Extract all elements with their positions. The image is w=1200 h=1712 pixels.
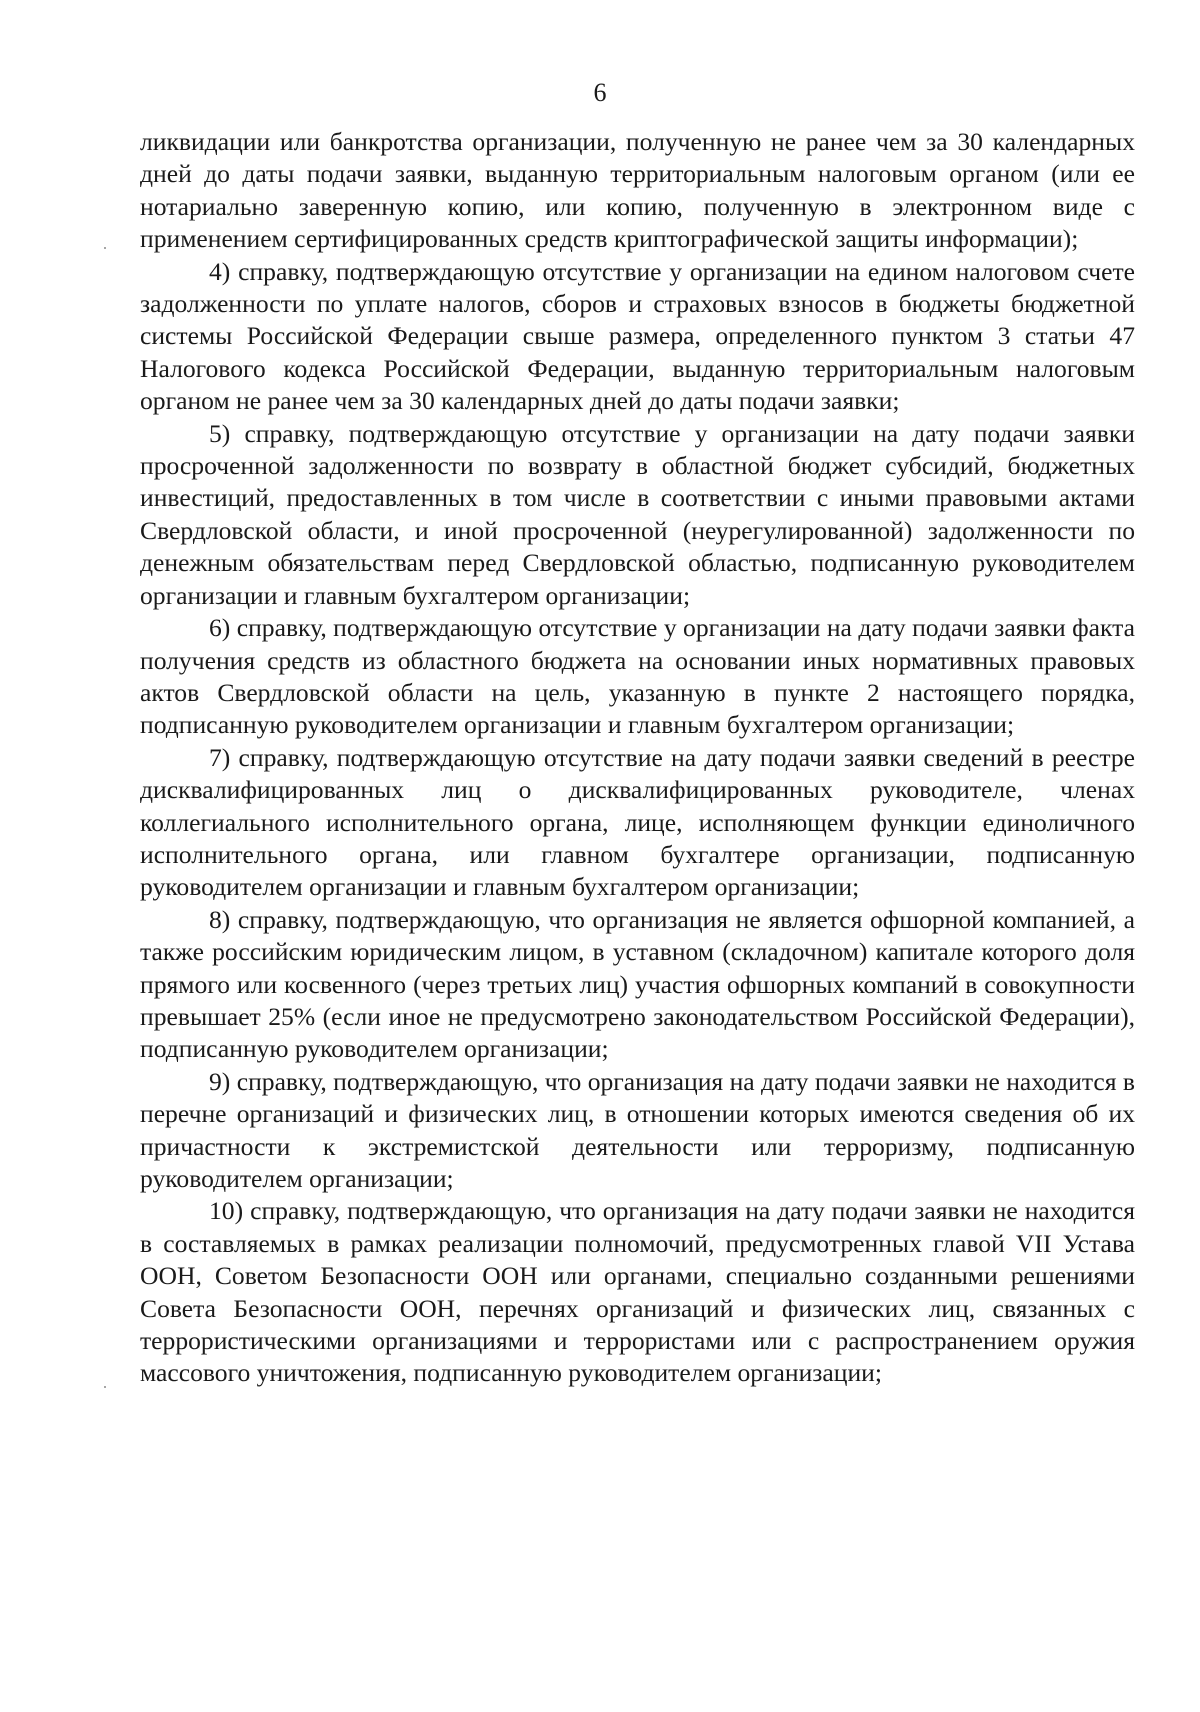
page-number: 6 [593,78,607,107]
document-body [140,126,1135,1390]
list-item-4: 4) справку, подтверждающую отсутствие у организации на едином налоговом счете задолженности по уплате налогов, сборов и страховых взносов в бюджеты бюджетной системы Российской Федерации свыше размера, определенного пунктом 3 статьи 47 Налогового кодекса Российской Федерации, выданную территориальным налоговым органом не ранее чем за 30 календарных дней до даты подачи заявки; [140,256,1135,416]
list-item-9: 9) справку, подтверждающую, что организация на дату подачи заявки не находится в перечне организаций и физических лиц, в отношении которых имеются сведения об их причастности к экстремистской деятельности или терроризму, подписанную руководителем организации; [140,1066,1135,1193]
scan-speck [104,1386,106,1388]
list-item-10: 10) справку, подтверждающую, что организация на дату подачи заявки не находится в составляемых в рамках реализации полномочий, предусмотренных главой VII Устава ООН, Советом Безопасности ООН или органами, специально созданными решениями Совета Безопасности ООН, перечнях организаций и физических лиц, связанных с террористическими организациями и террористами или с распространением оружия массового уничтожения, подписанную руководителем организации; [140,1196,1135,1388]
scan-speck [104,247,106,249]
paragraph-continuation: ликвидации или банкротства организации, полученную не ранее чем за 30 календарных дней до даты подачи заявки, выданную территориальным налоговым органом (или ее нотариально заверенную копию, или копию, полученную в электронном виде с применением сертифицированных средств криптографической защиты информации); [140,127,1135,254]
list-item-8: 8) справку, подтверждающую, что организация не является офшорной компанией, а также российским юридическим лицом, в уставном (складочном) капитале которого доля прямого или косвенного (через третьих лиц) участия офшорных компаний в совокупности превышает 25% (если иное не предусмотрено законодательством Российской Федерации), подписанную руководителем организации; [140,904,1135,1064]
list-item-5: 5) справку, подтверждающую отсутствие у организации на дату подачи заявки просроченной задолженности по возврату в областной бюджет субсидий, бюджетных инвестиций, предоставленных в том числе в соответствии с иными правовыми актами Свердловской области, и иной просроченной (неурегулированной) задолженности по денежным обязательствам перед Свердловской областью, подписанную руководителем организации и главным бухгалтером организации; [140,418,1135,610]
list-item-6: 6) справку, подтверждающую отсутствие у организации на дату подачи заявки факта получения средств из областного бюджета на основании иных нормативных правовых актов Свердловской области на цель, указанную в пункте 2 настоящего порядка, подписанную руководителем организации и главным бухгалтером организации; [140,613,1135,740]
list-item-7: 7) справку, подтверждающую отсутствие на дату подачи заявки сведений в реестре дисквалифицированных лиц о дисквалифицированных руководителе, членах коллегиального исполнительного органа, лице, исполняющем функции единоличного исполнительного органа, или главном бухгалтере организации, подписанную руководителем организации и главным бухгалтером организации; [140,742,1135,902]
